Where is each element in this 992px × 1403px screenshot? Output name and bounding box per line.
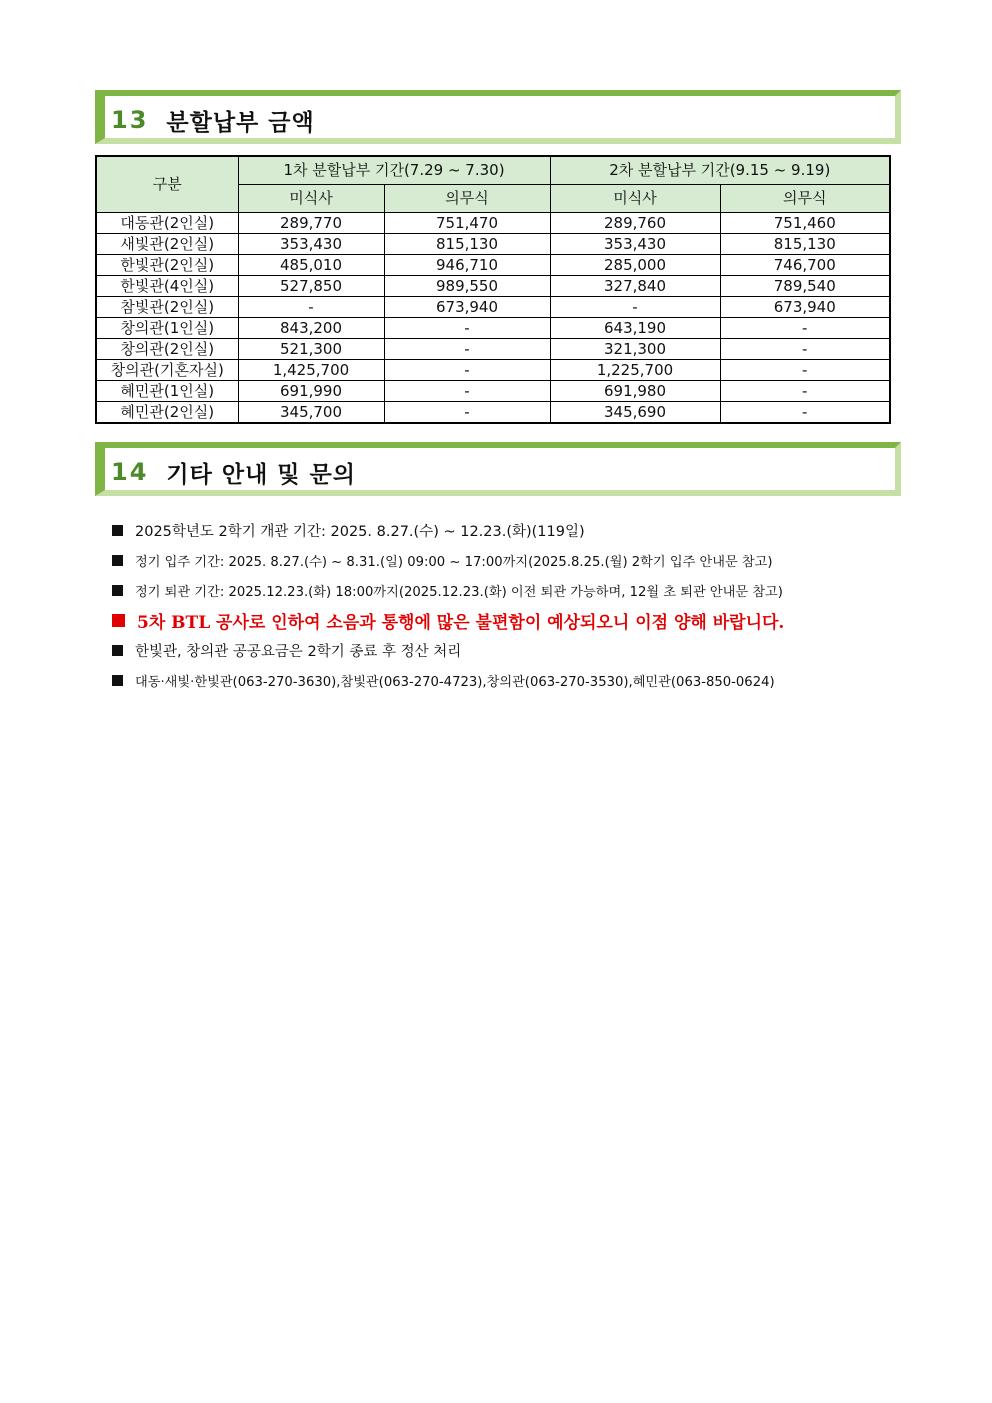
fee-cell: - <box>720 318 890 339</box>
section-13-header <box>95 90 901 144</box>
room-type-label: 한빛관(4인실) <box>96 276 238 297</box>
fee-cell: - <box>384 381 550 402</box>
list-item-warning <box>112 605 902 635</box>
fee-cell: 746,700 <box>720 255 890 276</box>
table-row <box>96 360 890 381</box>
meal-type-header: 미식사 <box>550 185 720 213</box>
section-14-number: 14 <box>111 458 149 486</box>
fee-cell: 485,010 <box>238 255 384 276</box>
fee-cell: 673,940 <box>720 297 890 318</box>
fee-cell: - <box>720 360 890 381</box>
list-item <box>112 545 902 575</box>
fee-cell: 345,700 <box>238 402 384 424</box>
fee-cell: - <box>720 381 890 402</box>
square-bullet-icon <box>112 585 123 596</box>
room-type-label: 대동관(2인실) <box>96 213 238 234</box>
fee-cell: 353,430 <box>550 234 720 255</box>
square-bullet-icon <box>112 555 123 566</box>
section-14-title: 기타 안내 및 문의 <box>166 461 356 488</box>
room-type-label: 참빛관(2인실) <box>96 297 238 318</box>
fee-cell: 946,710 <box>384 255 550 276</box>
room-type-label: 창의관(기혼자실) <box>96 360 238 381</box>
list-item <box>112 665 902 695</box>
fee-cell: 285,000 <box>550 255 720 276</box>
room-type-label: 창의관(1인실) <box>96 318 238 339</box>
fee-cell: - <box>720 339 890 360</box>
fee-cell: 843,200 <box>238 318 384 339</box>
fee-cell: 673,940 <box>384 297 550 318</box>
fee-cell: 289,760 <box>550 213 720 234</box>
fee-cell: 521,300 <box>238 339 384 360</box>
section-13-number: 13 <box>111 106 149 134</box>
square-bullet-icon <box>112 645 123 656</box>
meal-type-header: 의무식 <box>384 185 550 213</box>
room-type-label: 한빛관(2인실) <box>96 255 238 276</box>
fee-cell: 751,470 <box>384 213 550 234</box>
list-item <box>112 635 902 665</box>
table-row <box>96 381 890 402</box>
fee-cell: - <box>384 402 550 424</box>
notice-text: 정기 퇴관 기간: 2025.12.23.(화) 18:00까지(2025.12.23.(화) 이전 퇴관 가능하며, 12월 초 퇴관 안내문 참고) <box>135 584 783 600</box>
notice-list <box>112 515 902 695</box>
fee-cell: - <box>720 402 890 424</box>
period-1-header: 1차 분할납부 기간(7.29 ~ 7.30) <box>238 156 550 185</box>
table-row <box>96 297 890 318</box>
section-14-header <box>95 442 901 496</box>
fee-cell: 815,130 <box>384 234 550 255</box>
fee-cell: 989,550 <box>384 276 550 297</box>
fee-cell: 527,850 <box>238 276 384 297</box>
table-row <box>96 318 890 339</box>
fee-cell: - <box>384 318 550 339</box>
table-corner-label: 구분 <box>96 156 238 213</box>
table-row <box>96 339 890 360</box>
notice-text: 한빛관, 창의관 공공요금은 2학기 종료 후 정산 처리 <box>135 643 462 660</box>
fee-cell: 751,460 <box>720 213 890 234</box>
notice-text: 정기 입주 기간: 2025. 8.27.(수) ~ 8.31.(일) 09:00 ~ 17:00까지(2025.8.25.(월) 2학기 입주 안내문 참고) <box>135 554 773 570</box>
room-type-label: 혜민관(1인실) <box>96 381 238 402</box>
meal-type-header: 의무식 <box>720 185 890 213</box>
room-type-label: 창의관(2인실) <box>96 339 238 360</box>
table-header-row-periods <box>96 156 890 185</box>
room-type-label: 새빛관(2인실) <box>96 234 238 255</box>
contact-text: 대동·새빛·한빛관(063-270-3630),참빛관(063-270-4723),창의관(063-270-3530),혜민관(063-850-0624) <box>135 674 775 690</box>
fee-cell: 815,130 <box>720 234 890 255</box>
list-item <box>112 575 902 605</box>
table-row <box>96 213 890 234</box>
fee-cell: - <box>384 339 550 360</box>
table-row <box>96 234 890 255</box>
fee-cell: 691,990 <box>238 381 384 402</box>
fee-cell: 345,690 <box>550 402 720 424</box>
fee-cell: 327,840 <box>550 276 720 297</box>
square-bullet-icon <box>112 525 123 536</box>
fee-cell: 789,540 <box>720 276 890 297</box>
table-row <box>96 255 890 276</box>
room-type-label: 혜민관(2인실) <box>96 402 238 424</box>
fee-cell: 321,300 <box>550 339 720 360</box>
fee-cell: - <box>384 360 550 381</box>
table-row <box>96 276 890 297</box>
meal-type-header: 미식사 <box>238 185 384 213</box>
warning-text: 5차 BTL 공사로 인하여 소음과 통행에 많은 불편함이 예상되오니 이점 양해 바랍니다. <box>137 612 785 633</box>
red-square-bullet-icon <box>112 614 125 627</box>
fee-cell: 643,190 <box>550 318 720 339</box>
fee-cell: 289,770 <box>238 213 384 234</box>
fee-cell: - <box>550 297 720 318</box>
fee-cell: 1,225,700 <box>550 360 720 381</box>
fee-cell: 691,980 <box>550 381 720 402</box>
list-item <box>112 515 902 545</box>
notice-text: 2025학년도 2학기 개관 기간: 2025. 8.27.(수) ~ 12.23.(화)(119일) <box>135 523 585 540</box>
square-bullet-icon <box>112 675 123 686</box>
fee-cell: 1,425,700 <box>238 360 384 381</box>
installment-fee-table <box>95 155 891 424</box>
period-2-header: 2차 분할납부 기간(9.15 ~ 9.19) <box>550 156 890 185</box>
section-13-title: 분할납부 금액 <box>166 109 315 136</box>
fee-cell: 353,430 <box>238 234 384 255</box>
table-row <box>96 402 890 424</box>
fee-cell: - <box>238 297 384 318</box>
